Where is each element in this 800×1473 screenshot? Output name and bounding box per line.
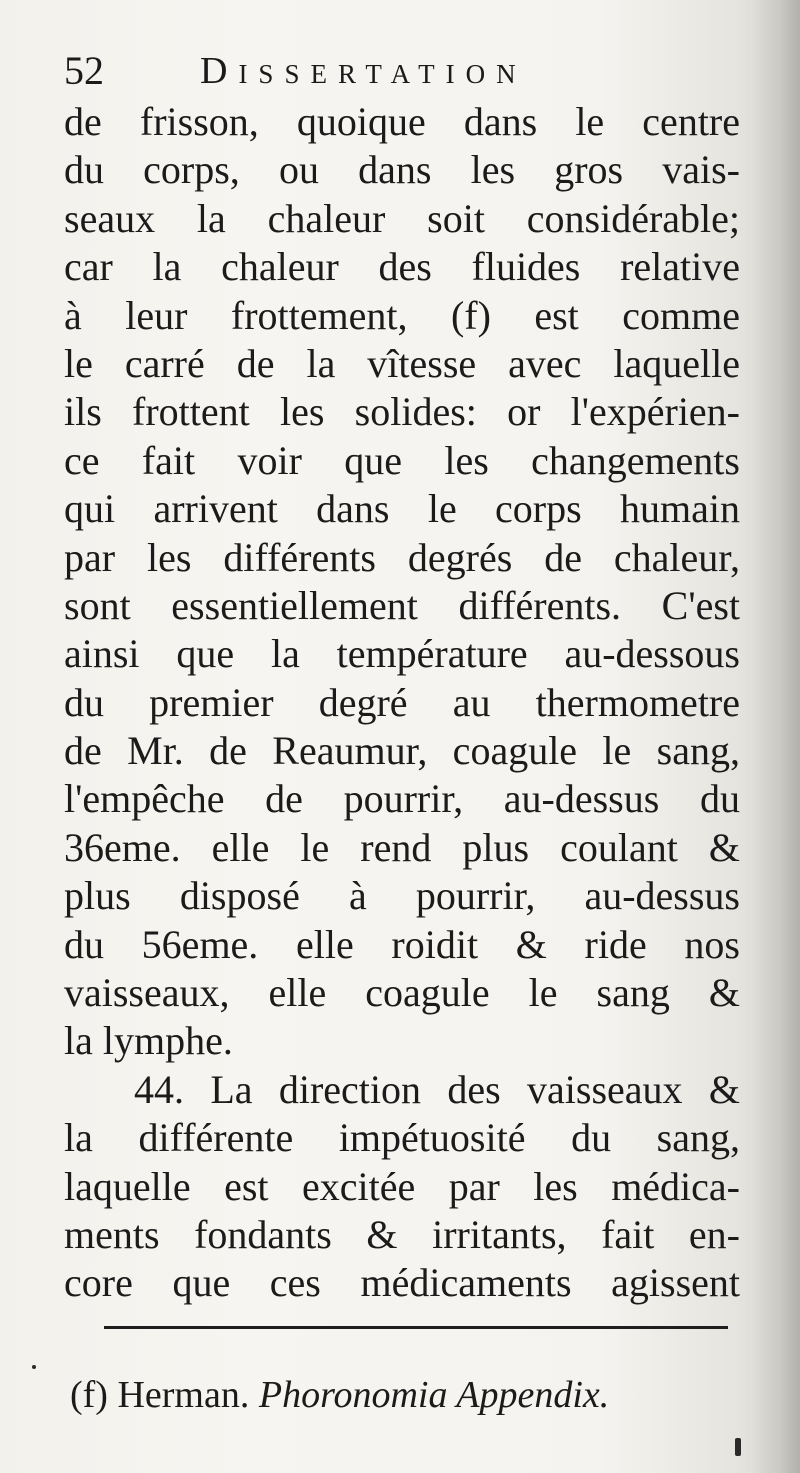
text-line: ainsi que la température au-dessous [64, 631, 740, 677]
text-line: du corps, ou dans les gros vais- [64, 147, 740, 193]
paragraph-start-line: 44. La direction des vaisseaux & [134, 1066, 740, 1112]
text-line: du premier degré au thermometre [64, 679, 740, 725]
text-line: la lymphe. [64, 1018, 233, 1064]
text-line: seaux la chaleur soit considérable; [64, 195, 740, 241]
footnote [70, 1372, 710, 1418]
text-line: ils frottent les solides: or l'expérien- [64, 389, 740, 435]
text-line: car la chaleur des fluides relative [64, 244, 740, 290]
running-head: Dissertation [200, 50, 527, 92]
text-line: du 56eme. elle roidit & ride nos [64, 921, 740, 967]
body-text [64, 98, 740, 1308]
page-header [64, 48, 744, 94]
text-line: de frisson, quoique dans le centre [64, 99, 740, 144]
text-line: 36eme. elle le rend plus coulant & [64, 824, 740, 870]
text-line: core que ces médicaments agissent [64, 1260, 740, 1306]
text-line: ments fondants & irritants, fait en- [64, 1211, 740, 1257]
page-gutter-shadow [752, 0, 800, 1473]
footnote-marker: (f) [70, 1374, 108, 1416]
ink-speck [32, 1365, 36, 1369]
text-line: à leur frottement, (f) est comme [64, 292, 740, 338]
text-line: par les différents degrés de chaleur, [64, 534, 740, 580]
text-line: plus disposé à pourrir, au-dessus [64, 873, 740, 919]
footnote-rule [104, 1326, 728, 1329]
text-line: vaisseaux, elle coagule le sang & [64, 970, 740, 1016]
text-line: le carré de la vîtesse avec laquelle [64, 340, 740, 386]
text-line: laquelle est excitée par les médica- [64, 1163, 740, 1209]
text-line: qui arrivent dans le corps humain [64, 486, 740, 532]
text-line: ce fait voir que les changements [64, 437, 740, 483]
footnote-author: Herman. [117, 1374, 250, 1416]
ink-speck [735, 1438, 741, 1456]
text-line: de Mr. de Reaumur, coagule le sang, [64, 728, 740, 774]
text-line: sont essentiellement différents. C'est [64, 582, 740, 628]
footnote-title: Phoronomia Appendix. [258, 1374, 610, 1416]
text-line: l'empêche de pourrir, au-dessus du [64, 776, 740, 822]
text-line: la différente impétuosité du sang, [64, 1115, 740, 1161]
page-number: 52 [64, 48, 104, 93]
